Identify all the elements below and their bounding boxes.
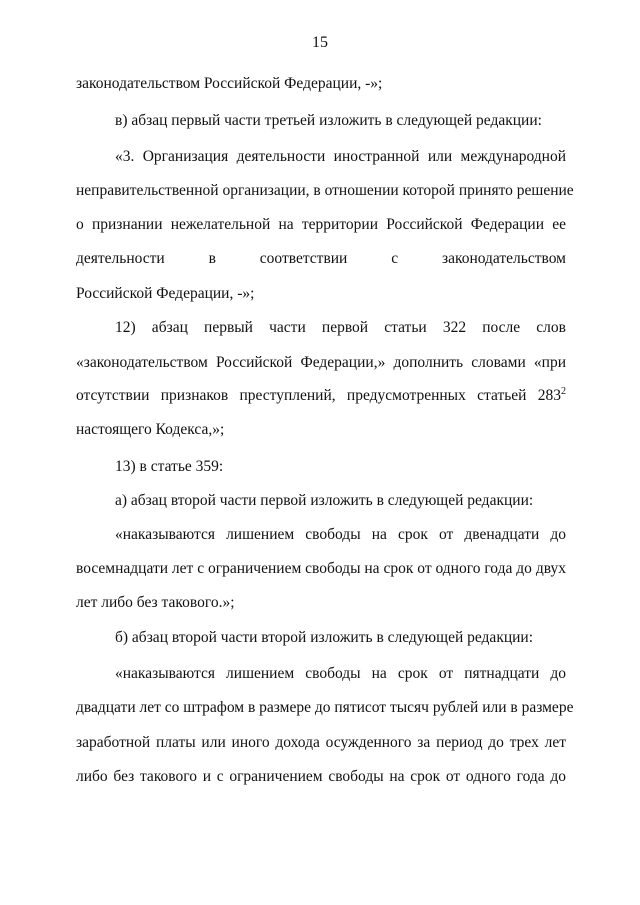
text-line: лет либо без такового.»; [76, 594, 235, 611]
page-number: 15 [312, 34, 328, 51]
text-line: заработной платы или иного дохода осужденного за период до трех лет [76, 734, 566, 751]
superscript: 2 [561, 386, 566, 397]
text-line: восемнадцати лет с ограничением свободы на срок от одного года до двух [76, 560, 566, 577]
text-line: двадцати лет со штрафом в размере до пятисот тысяч рублей или в размере [76, 699, 574, 716]
text-line: деятельности в соответствии с законодательством [76, 250, 566, 267]
text-line: «законодательством Российской Федерации,» дополнить словами «при [76, 354, 566, 371]
text-line: законодательством Российской Федерации, -»; [76, 75, 383, 92]
text-line: Российской Федерации, -»; [76, 285, 255, 302]
text-line: неправительственной организации, в отношении которой принято решение [76, 182, 574, 199]
text-line: 12) абзац первый части первой статьи 322 после слов [115, 319, 566, 336]
text-line: «наказываются лишением свободы на срок от пятнадцати до [115, 665, 566, 682]
text-line: в) абзац первый части третьей изложить в следующей редакции: [115, 112, 542, 129]
text-line: б) абзац второй части второй изложить в следующей редакции: [115, 629, 534, 646]
text-line: а) абзац второй части первой изложить в следующей редакции: [115, 492, 534, 509]
text-line: 13) в статье 359: [115, 458, 224, 475]
text-line [76, 386, 566, 406]
text-line: настоящего Кодекса,»; [76, 421, 225, 438]
text-line: либо без такового и с ограничением свободы на срок от одного года до [76, 768, 566, 785]
text-line: о признании нежелательной на территории Российской Федерации ее [76, 216, 566, 233]
text-line: «наказываются лишением свободы на срок от двенадцати до [115, 526, 566, 543]
text-line-part: отсутствии признаков преступлений, предусмотренных статьей 283 [76, 387, 561, 404]
text-line: «3. Организация деятельности иностранной или международной [115, 148, 566, 165]
